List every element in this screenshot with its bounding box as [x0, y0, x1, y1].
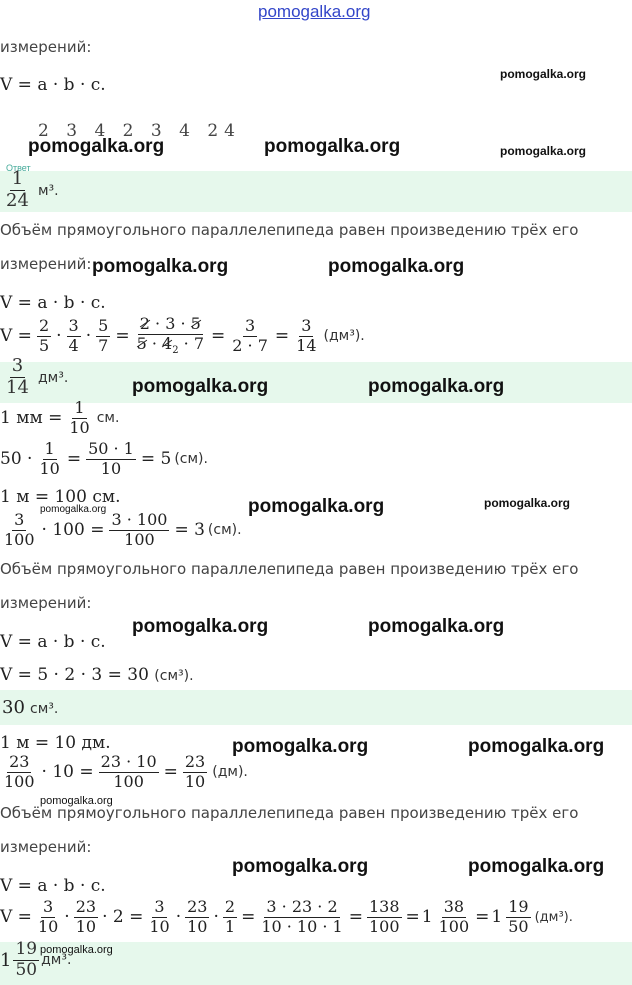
volume-formula: V = a · b · c. — [0, 75, 106, 95]
watermark: pomogalka.org — [28, 136, 165, 157]
measurements-label: измерений: — [0, 594, 92, 612]
watermark: pomogalka.org — [92, 256, 229, 277]
volume-calculation: V = $\frac{3}{10}$ · $\frac{23}{10}$ · 2 = $\frac{3}{10}$ · $\frac{23}{10}$ · $\frac{2}{1}$ = $\frac{3 \cdot 23 \cdot 2}{10 \cdot 10 \cdot 1}$ = $\frac{138}{100}$ = 1 $\frac{38}{100}$ = 1 $\frac{19}{50}$ (дм³). — [0, 897, 573, 936]
volume-calculation: V = $\frac{2}{5}$ · $\frac{3}{4}$ · $\frac{5}{7}$ = $\frac{2 \cdot 3 \cdot 5}{5 \cdot 4_2 \cdot 7}$ = $\frac{3}{2 \cdot 7}$ = $\frac{3}{14}$ (дм³). — [0, 314, 365, 356]
volume-formula: V = a · b · c. — [0, 876, 106, 896]
site-header-link[interactable]: pomogalka.org — [258, 2, 371, 21]
volume-formula: V = a · b · c. — [0, 293, 106, 313]
conversion-dm: 1 м = 10 дм. — [0, 733, 111, 753]
volume-calculation: V = 5 · 2 · 3 = 30 (см³). — [0, 665, 194, 685]
watermark: pomogalka.org — [468, 856, 605, 877]
theory-text: Объём прямоугольного параллелепипеда равен произведению трёх его — [0, 221, 579, 239]
answer-band — [0, 690, 632, 725]
watermark: pomogalka.org — [264, 136, 401, 157]
watermark: pomogalka.org — [40, 795, 113, 807]
watermark: pomogalka.org — [368, 616, 505, 637]
theory-text: Объём прямоугольного параллелепипеда равен произведению трёх его — [0, 804, 579, 822]
watermark: pomogalka.org — [368, 376, 505, 397]
conversion-mm: 1 мм = $\frac{1}{10}$ см. — [0, 398, 120, 437]
calc-23-100: $\frac{23}{100}$ · 10 = $\frac{23 \cdot 10}{100}$ = $\frac{23}{10}$ (дм). — [4, 752, 248, 791]
watermark: pomogalka.org — [500, 67, 587, 81]
answer-band — [0, 362, 632, 403]
watermark: pomogalka.org — [500, 144, 587, 158]
answer-6: 1 $\frac{19}{50}$ дм³. — [0, 939, 72, 980]
watermark: pomogalka.org — [484, 496, 571, 510]
calc-3-100: $\frac{3}{100}$ · 100 = $\frac{3 \cdot 100}{100}$ = 3 (см). — [4, 510, 242, 549]
answer-tag: Ответ — [6, 163, 31, 173]
answer-4: 30 см³. — [2, 697, 59, 718]
watermark: pomogalka.org — [132, 616, 269, 637]
volume-formula: V = a · b · c. — [0, 632, 106, 652]
watermark: pomogalka.org — [232, 856, 369, 877]
answer-1: $\frac{1}{24}$ м³. — [6, 168, 59, 211]
calc-50: 50 · $\frac{1}{10}$ = $\frac{50 \cdot 1}{10}$ = 5 (см). — [0, 439, 208, 478]
measurements-label: измерений: — [0, 838, 92, 856]
measurements-label: измерений: — [0, 255, 92, 273]
clipped-calc-row: 2 3 4 2 3 4 24 — [38, 121, 241, 141]
watermark: pomogalka.org — [468, 736, 605, 757]
watermark: pomogalka.org — [132, 376, 269, 397]
measurements-label: измерений: — [0, 38, 92, 56]
watermark: pomogalka.org — [232, 736, 369, 757]
theory-text: Объём прямоугольного параллелепипеда равен произведению трёх его — [0, 560, 579, 578]
answer-2: $\frac{3}{14}$ дм³. — [6, 355, 69, 398]
watermark: pomogalka.org — [40, 944, 113, 956]
watermark: pomogalka.org — [40, 504, 107, 515]
watermark: pomogalka.org — [328, 256, 465, 277]
watermark: pomogalka.org — [248, 496, 385, 517]
conversion-m: 1 м = 100 см. — [0, 487, 121, 507]
